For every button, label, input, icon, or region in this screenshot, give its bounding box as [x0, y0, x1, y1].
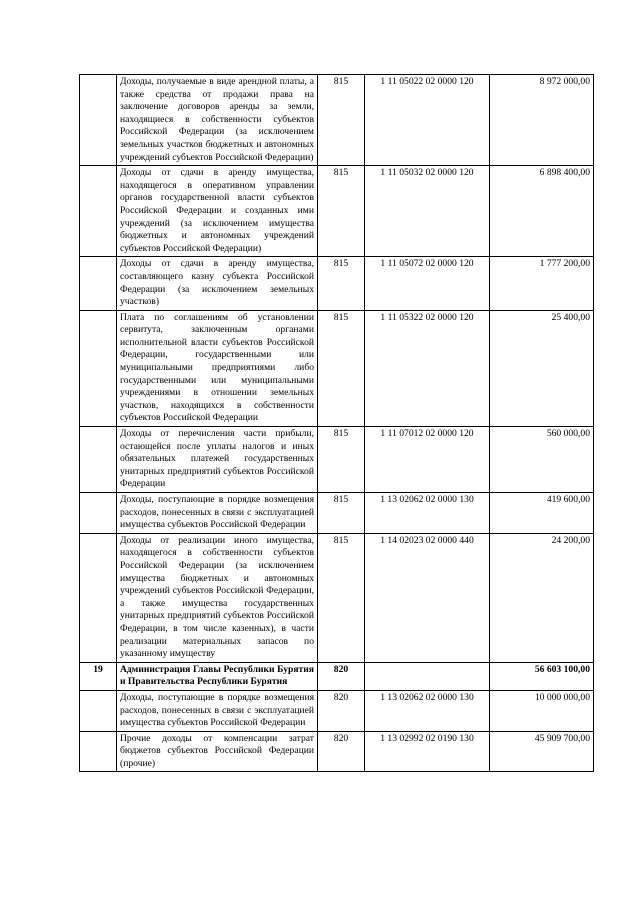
administrator-code-cell: 815: [318, 427, 365, 493]
administrator-code-cell: 820: [318, 731, 365, 772]
revenue-name-cell: Доходы, получаемые в виде арендной платы, а также средства от продажи права на заключение договоров аренды за земли, находящиеся в собственности субъектов Российской Федерации (за исключением земельных участков бюджетных и автономных учреждений субъектов Российской Федерации): [117, 75, 318, 166]
row-number-cell: [80, 731, 117, 772]
table-row: [80, 662, 594, 690]
table-row: [80, 166, 594, 257]
administrator-code-cell: 820: [318, 690, 365, 731]
amount-cell: 25 400,00: [490, 310, 594, 426]
budget-classification-code-cell: 1 11 05322 02 0000 120: [365, 310, 490, 426]
row-number-cell: 19: [80, 662, 117, 690]
row-number-cell: [80, 75, 117, 166]
table-row: [80, 427, 594, 493]
administrator-code-cell: 815: [318, 257, 365, 310]
amount-cell: 6 898 400,00: [490, 166, 594, 257]
budget-classification-code-cell: 1 11 05022 02 0000 120: [365, 75, 490, 166]
revenue-name-cell: Администрация Главы Республики Бурятия и Правительства Республики Бурятия: [117, 662, 318, 690]
revenue-name-cell: Доходы от сдачи в аренду имущества, находящегося в оперативном управлении органов государственной власти субъектов Российской Федерации и созданных ими учреждений (за исключением имущества бюджетных и автономных учреждений субъектов Российской Федерации): [117, 166, 318, 257]
row-number-cell: [80, 166, 117, 257]
row-number-cell: [80, 257, 117, 310]
revenue-table: [79, 74, 594, 772]
budget-classification-code-cell: 1 11 07012 02 0000 120: [365, 427, 490, 493]
revenue-name-cell: Прочие доходы от компенсации затрат бюджетов субъектов Российской Федерации (прочие): [117, 731, 318, 772]
revenue-name-cell: Доходы, поступающие в порядке возмещения расходов, понесенных в связи с эксплуатацией имущества субъектов Российской Федерации: [117, 493, 318, 534]
budget-classification-code-cell: 1 13 02062 02 0000 130: [365, 493, 490, 534]
row-number-cell: [80, 690, 117, 731]
amount-cell: 1 777 200,00: [490, 257, 594, 310]
row-number-cell: [80, 533, 117, 662]
revenue-name-cell: Доходы от сдачи в аренду имущества, составляющего казну субъекта Российской Федерации (за исключением земельных участков): [117, 257, 318, 310]
revenue-name-cell: Доходы от реализации иного имущества, находящегося в собственности субъектов Российской Федерации (за исключением имущества бюджетных и автономных учреждений субъектов Российской Федерации, а также имущества государственных унитарных предприятий субъектов Российской Федерации, в том числе казенных), в части реализации материальных запасов по указанному имуществу: [117, 533, 318, 662]
revenue-name-cell: Плата по соглашениям об установлении сервитута, заключенным органами исполнительной власти субъектов Российской Федерации, государственными или муниципальными предприятиями либо государственными или муниципальными учреждениями в отношении земельных участков, находящихся в собственности субъектов Российской Федерации: [117, 310, 318, 426]
administrator-code-cell: 815: [318, 310, 365, 426]
table-row: [80, 310, 594, 426]
table-row: [80, 533, 594, 662]
amount-cell: 10 000 000,00: [490, 690, 594, 731]
row-number-cell: [80, 310, 117, 426]
administrator-code-cell: 815: [318, 75, 365, 166]
budget-classification-code-cell: 1 11 05032 02 0000 120: [365, 166, 490, 257]
administrator-code-cell: 820: [318, 662, 365, 690]
table-row: [80, 690, 594, 731]
table-row: [80, 257, 594, 310]
administrator-code-cell: 815: [318, 493, 365, 534]
amount-cell: 8 972 000,00: [490, 75, 594, 166]
amount-cell: 419 600,00: [490, 493, 594, 534]
budget-classification-code-cell: 1 14 02023 02 0000 440: [365, 533, 490, 662]
amount-cell: 560 000,00: [490, 427, 594, 493]
revenue-name-cell: Доходы от перечисления части прибыли, остающейся после уплаты налогов и иных обязательных платежей государственных унитарных предприятий субъектов Российской Федерации: [117, 427, 318, 493]
revenue-table-body: [80, 75, 594, 772]
budget-classification-code-cell: 1 11 05072 02 0000 120: [365, 257, 490, 310]
table-row: [80, 75, 594, 166]
amount-cell: 56 603 100,00: [490, 662, 594, 690]
budget-classification-code-cell: [365, 662, 490, 690]
budget-classification-code-cell: 1 13 02062 02 0000 130: [365, 690, 490, 731]
row-number-cell: [80, 427, 117, 493]
revenue-name-cell: Доходы, поступающие в порядке возмещения расходов, понесенных в связи с эксплуатацией имущества субъектов Российской Федерации: [117, 690, 318, 731]
budget-classification-code-cell: 1 13 02992 02 0190 130: [365, 731, 490, 772]
administrator-code-cell: 815: [318, 533, 365, 662]
table-row: [80, 493, 594, 534]
row-number-cell: [80, 493, 117, 534]
administrator-code-cell: 815: [318, 166, 365, 257]
table-row: [80, 731, 594, 772]
amount-cell: 24 200,00: [490, 533, 594, 662]
amount-cell: 45 909 700,00: [490, 731, 594, 772]
